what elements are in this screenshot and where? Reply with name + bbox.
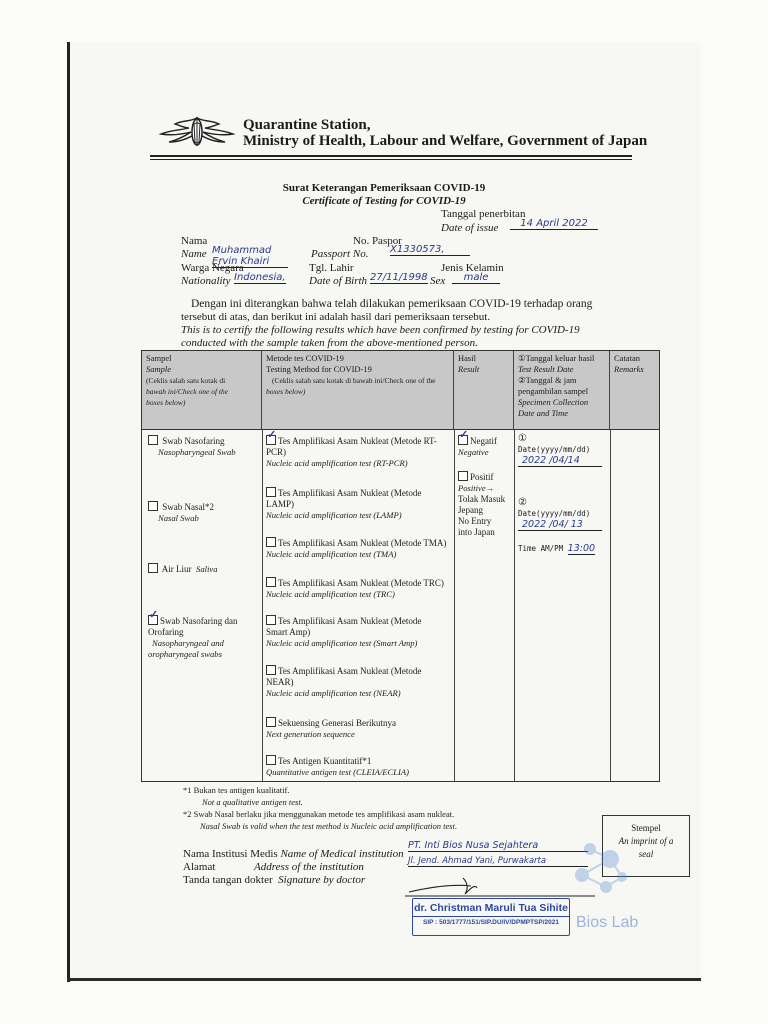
sample-nasopharyngeal[interactable]: Swab Nasofaring Nasopharyngeal Swab bbox=[148, 435, 236, 458]
institution-address-label: Alamat bbox=[183, 861, 216, 873]
nationality-value: Indonesia, bbox=[234, 272, 286, 283]
result-date-value: 2022 /04/14 bbox=[518, 455, 602, 467]
ministry-emblem-icon bbox=[155, 112, 239, 152]
header-method: Metode tes COVID-19 Testing Method for COVID-19 (Ceklis salah satu kotak di bawah ini/Check one of the boxes below) bbox=[262, 351, 454, 429]
header-rule bbox=[150, 155, 632, 157]
dob-value: 27/11/1998 bbox=[370, 272, 428, 283]
statement-id-line1: Dengan ini diterangkan bahwa telah dilakukan pemeriksaan COVID-19 terhadap orang bbox=[191, 298, 593, 310]
sample-saliva[interactable]: Air Liur Saliva bbox=[148, 563, 218, 575]
passport-label-id: No. Paspor bbox=[353, 235, 402, 247]
checkbox-icon[interactable] bbox=[148, 563, 158, 573]
checked-checkbox-icon[interactable] bbox=[458, 435, 468, 445]
checkbox-icon[interactable] bbox=[266, 577, 276, 587]
checked-checkbox-icon[interactable] bbox=[148, 615, 158, 625]
issue-label-id: Tanggal penerbitan bbox=[441, 208, 526, 220]
header-station: Quarantine Station, bbox=[243, 117, 371, 133]
doctor-stamp: dr. Christman Maruli Tua Sihite SIP : 503/1777/151/SIP.DU/IV/DPMPTSP/2021 bbox=[412, 898, 570, 936]
result-positive[interactable]: Positif Positive→ Tolak Masuk Jepang No Entry into Japan bbox=[458, 472, 506, 537]
checkbox-icon[interactable] bbox=[266, 537, 276, 547]
checkbox-icon[interactable] bbox=[148, 501, 158, 511]
issue-label-en: Date of issue bbox=[441, 222, 499, 234]
nationality-label-en: Nationality bbox=[181, 275, 231, 287]
passport-value: X1330573, bbox=[390, 244, 470, 256]
issue-date-value: 14 April 2022 bbox=[510, 218, 598, 230]
checked-checkbox-icon[interactable] bbox=[266, 435, 276, 445]
method-quant-antigen[interactable]: Tes Antigen Kuantitatif*1 Quantitative antigen test (CLEIA/ECLIA) bbox=[266, 756, 409, 777]
method-trc[interactable]: Tes Amplifikasi Asam Nukleat (Metode TRC) Nucleic acid amplification test (TRC) bbox=[266, 578, 444, 599]
checkbox-icon[interactable] bbox=[266, 755, 276, 765]
collection-time-value: 13:00 bbox=[567, 543, 596, 554]
checkbox-icon[interactable] bbox=[458, 471, 468, 481]
name-label-en: Name bbox=[181, 248, 207, 260]
header-remarks: Catatan Remarks bbox=[610, 351, 659, 429]
institution-name-value: PT. Inti Bios Nusa Sejahtera bbox=[408, 840, 588, 852]
method-near[interactable]: Tes Amplifikasi Asam Nukleat (Metode NEAR) Nucleic acid amplification test (NEAR) bbox=[266, 666, 422, 698]
header-dates: ①Tanggal keluar hasil Test Result Date ②Tanggal & jam pengambilan sampel Specimen Collection Date and Time bbox=[514, 351, 610, 429]
signature-label: Tanda tangan dokter Signature by doctor bbox=[183, 874, 366, 886]
checkbox-icon[interactable] bbox=[148, 435, 158, 445]
name-label-id: Nama bbox=[181, 235, 208, 247]
dob-label-en: Date of Birth bbox=[309, 275, 368, 287]
checkbox-icon[interactable] bbox=[266, 665, 276, 675]
sex-label-en: Sex bbox=[430, 275, 446, 287]
header-sample: Sampel Sample (Ceklis salah satu kotak di bawah ini/Check one of the boxes below) bbox=[142, 351, 262, 429]
statement-en-line1: This is to certify the following results which have been confirmed by testing for COVID-19 bbox=[181, 324, 580, 336]
collection-date-block: ② Date(yyyy/mm/dd) 2022 /04/ 13 Time AM/PM 13:00 bbox=[518, 497, 602, 554]
title-indonesian: Surat Keterangan Pemeriksaan COVID-19 bbox=[282, 182, 486, 194]
sample-nasal[interactable]: Swab Nasal*2 Nasal Swab bbox=[148, 501, 214, 524]
method-tma[interactable]: Tes Amplifikasi Asam Nukleat (Metode TMA) Nucleic acid amplification test (TMA) bbox=[266, 538, 447, 559]
seal-box: Stempel An imprint of a seal bbox=[602, 815, 690, 877]
checkbox-icon[interactable] bbox=[266, 717, 276, 727]
nationality-label-id: Warga Negara bbox=[181, 262, 244, 274]
name-value: Muhammad Ervin Khairi bbox=[212, 245, 288, 268]
scan-bottom-edge bbox=[67, 978, 701, 981]
header-rule-thin bbox=[150, 159, 632, 160]
result-negative[interactable]: ✓Negatif Negative bbox=[458, 435, 497, 458]
method-rt-pcr[interactable]: ✓Tes Amplifikasi Asam Nukleat (Metode RT- PCR) Nucleic acid amplification test (RT-PCR) bbox=[266, 435, 452, 469]
dob-label-id: Tgl. Lahir bbox=[309, 262, 354, 274]
sex-value: male bbox=[452, 272, 500, 284]
method-lamp[interactable]: Tes Amplifikasi Asam Nukleat (Metode LAMP) Nucleic acid amplification test (LAMP) bbox=[266, 488, 422, 520]
footnote-1: *1 Bukan tes antigen kualitatif. bbox=[183, 785, 290, 795]
checkbox-icon[interactable] bbox=[266, 615, 276, 625]
collection-date-value: 2022 /04/ 13 bbox=[518, 519, 602, 531]
sex-label-id: Jenis Kelamin bbox=[441, 262, 504, 274]
footnote-2: *2 Swab Nasal berlaku jika menggunakan metode tes amplifikasi asam nukleat. bbox=[183, 809, 455, 819]
sample-naso-oropharyngeal[interactable]: ✓Swab Nasofaring dan Orofaring Nasopharyngeal and oropharyngeal swabs bbox=[148, 615, 237, 660]
title-english: Certificate of Testing for COVID-19 bbox=[302, 195, 466, 207]
result-date-block: ① Date(yyyy/mm/dd) 2022 /04/14 bbox=[518, 433, 602, 467]
header-result: Hasil Result bbox=[454, 351, 514, 429]
method-ngs[interactable]: Sekuensing Generasi Berikutnya Next generation sequence bbox=[266, 718, 396, 739]
checkbox-icon[interactable] bbox=[266, 487, 276, 497]
lab-logo-text: Bios Lab bbox=[576, 914, 639, 931]
results-table bbox=[141, 350, 660, 782]
passport-label-en: Passport No. bbox=[311, 248, 369, 260]
institution-name-label: Nama Institusi Medis Name of Medical institution bbox=[183, 848, 404, 860]
institution-address-value: Jl. Jend. Ahmad Yani, Purwakarta bbox=[408, 856, 588, 867]
footnote-2-en: Nasal Swab is valid when the test method is Nucleic acid amplification test. bbox=[200, 821, 458, 831]
method-smart-amp[interactable]: Tes Amplifikasi Asam Nukleat (Metode Smart Amp) Nucleic acid amplification test (Smart Amp) bbox=[266, 616, 422, 648]
institution-address-label-en: Address of the institution bbox=[254, 861, 364, 873]
statement-id-line2: tersebut di atas, dan berikut ini adalah hasil dari pemeriksaan tersebut. bbox=[181, 311, 491, 323]
statement-en-line2: conducted with the sample taken from the above-mentioned person. bbox=[181, 337, 478, 349]
header-ministry: Ministry of Health, Labour and Welfare, Government of Japan bbox=[243, 133, 648, 149]
footnote-1-en: Not a qualitative antigen test. bbox=[202, 797, 303, 807]
